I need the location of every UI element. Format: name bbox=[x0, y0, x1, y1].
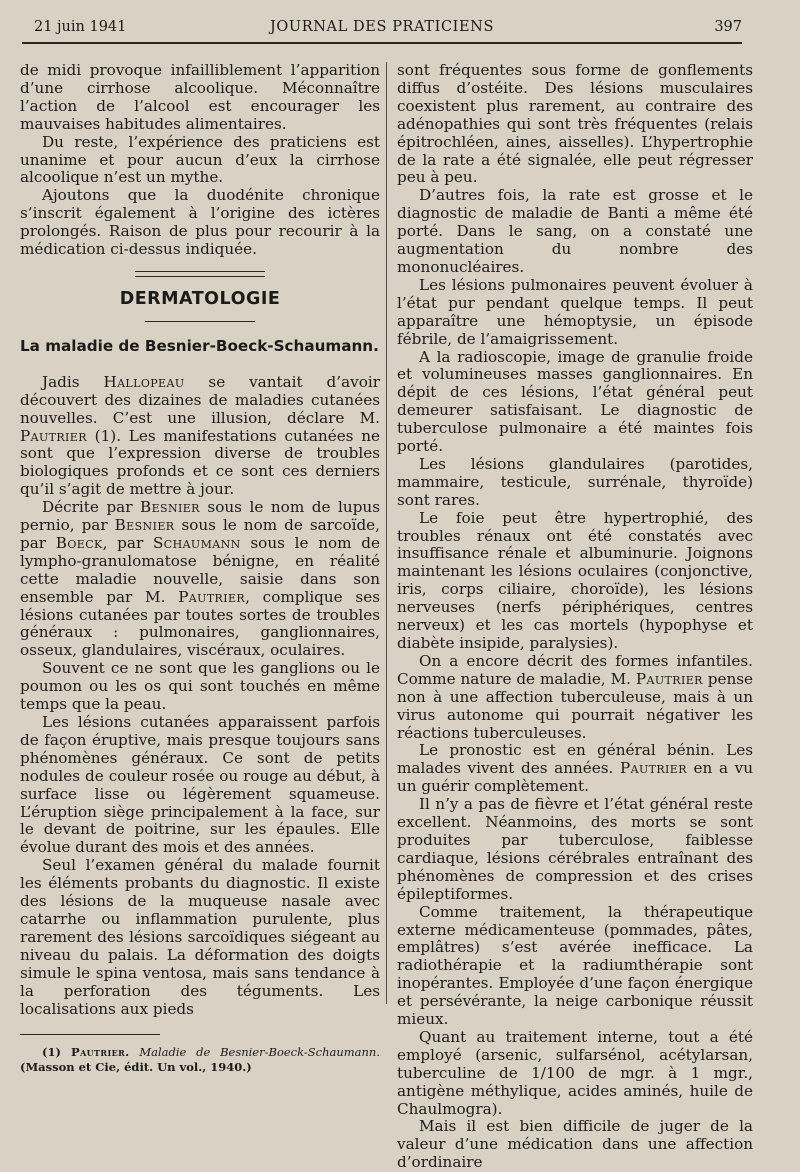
right-column bbox=[397, 62, 753, 1172]
article-title: La maladie de Besnier-Boeck-Schaumann. bbox=[20, 336, 379, 355]
header-page-number: 397 bbox=[714, 19, 742, 35]
text-run: Jadis bbox=[42, 372, 104, 391]
text-run: , par bbox=[102, 533, 153, 552]
paragraph: A la radioscopie, image de granulie froide et volumineuses masses ganglionnaires. En dépit de ces lésions, l’état général peut demeurer satisfaisant. Le diagnostic de tuberculose pulmonaire a été maintes fois porté. bbox=[397, 347, 753, 456]
footnote-rule bbox=[20, 1034, 160, 1035]
paragraph: Comme traitement, la thérapeutique externe médicamenteuse (pommades, pâtes, emplâtres) s’est avérée inefficace. La radiothérapie et la radiumthérapie sont inopérantes. Employée d’une façon énergique et persévérante, la neige carbonique réussit mieux. bbox=[397, 902, 753, 1029]
column-separator bbox=[386, 62, 387, 1004]
paragraph: de midi provoque infailliblement l’apparition d’une cirrhose alcoolique. Méconnaître l’action de l’alcool est encourager les mauvaises habitudes alimentaires. bbox=[20, 61, 380, 133]
paragraph: Seul l’examen général du malade fournit les éléments probants du diagnostic. Il existe des lésions de la muqueuse nasale avec catarrhe ou inflammation purulente, plus rarement des lésions sarcoïdiques siégeant au niveau du palais. La déformation des doigts simule le spina ventosa, mais sans tendance à la perforation des téguments. Les localisations aux pieds bbox=[20, 856, 380, 1018]
paragraph: Ajoutons que la duodénite chronique s’inscrit également à l’origine des ictères prolongés. Raison de plus pour recourir à la médication ci-dessus indiquée. bbox=[20, 186, 380, 259]
text-run: , complique ses lésions cutanées par toutes sortes de troubles généraux : pulmonaires, ganglionnaires, osseux, glandulaires, viscéraux, oculaires. bbox=[20, 587, 380, 660]
paragraph: Les lésions pulmonaires peuvent évoluer à l’état pur pendant quelque temps. Il peut apparaître une hémoptysie, un épisode fébrile, de l’amaigrissement. bbox=[397, 275, 753, 348]
text-run: se vantait d’avoir découvert des dizaines de maladies cutanées nouvelles. C’est une illusion, déclare M. bbox=[20, 372, 380, 427]
section-underline bbox=[145, 321, 255, 322]
author-name: Boeck bbox=[55, 533, 103, 552]
paragraph: Le foie peut être hypertrophié, des troubles rénaux ont été constatés avec insuffisance rénale et albuminurie. Joignons maintenant les lésions oculaires (conjonctive, iris, corps ciliaire, choroïde), les lésions nerveuses (nerfs périphériques, centres nerveux) et les cas mortels (hypophyse et diabète insipide, paralysies). bbox=[397, 508, 753, 652]
text-run: sous le nom de lympho-granulomatose bénigne, en réalité cette maladie nouvelle, saisie dans son ensemble par M. bbox=[20, 533, 380, 606]
paragraph: Les lésions glandulaires (parotides, mammaire, testicule, surrénale, thyroïde) sont rares. bbox=[397, 454, 753, 509]
paragraph: Souvent ce ne sont que les ganglions ou le poumon ou les os qui sont touchés en même temps que la peau. bbox=[20, 659, 380, 714]
header-date: 21 juin 1941 bbox=[34, 19, 127, 35]
footnote-number: (1) bbox=[42, 1045, 72, 1060]
paragraph: Du reste, l’expérience des praticiens est unanime et pour aucun d’eux la cirrhose alcoolique n’est un mythe. bbox=[20, 132, 380, 187]
header-journal-title: JOURNAL DES PRATICIENS bbox=[270, 19, 494, 35]
text-run: Décrite par bbox=[42, 498, 141, 517]
section-divider bbox=[135, 271, 265, 277]
footnote bbox=[20, 1045, 380, 1075]
paragraph bbox=[20, 499, 380, 660]
running-header bbox=[22, 16, 742, 38]
author-name: Hallopeau bbox=[103, 372, 185, 391]
text-run: (1). Les manifestations cutanées ne sont que l’expression diverse de troubles biologiques profonds et ce sont ces derniers qu’il s’agit de mettre à jour. bbox=[20, 426, 380, 499]
paragraph bbox=[397, 653, 753, 743]
left-column bbox=[20, 62, 380, 1075]
author-name: Pautrier bbox=[620, 759, 687, 778]
paragraph: Mais il est bien difficile de juger de la valeur d’une médication dans une affection d’ordinaire bbox=[397, 1117, 753, 1172]
paragraph: Les lésions cutanées apparaissent parfois de façon éruptive, mais presque toujours sans phénomènes généraux. Ce sont de petits nodules de couleur rosée ou rouge au début, à surface lisse ou légèrement squameuse. L’éruption siège principalement à la face, sur le devant de poitrine, sur les épaules. Elle évolue durant des mois et des années. bbox=[20, 713, 380, 857]
author-name: Pautrier bbox=[635, 669, 703, 688]
author-name: Besnier bbox=[114, 516, 175, 535]
paragraph bbox=[397, 742, 753, 796]
text-run: sous le nom de sarcoïde, par bbox=[20, 516, 380, 552]
author-name: Schaumann bbox=[152, 533, 241, 552]
paragraph: sont fréquentes sous forme de gonflements diffus d’ostéite. Des lésions musculaires coexistent plus rarement, au contraire des adénopathies qui sont très fréquentes (relais épitrochléen, aines, aisselles). L’hypertrophie de la rate a été signalée, elle peut régresser peu à peu. bbox=[397, 61, 753, 187]
text-run: Le pronostic est en général bénin. Les malades vivent des années. bbox=[397, 741, 753, 778]
author-name: Pautrier bbox=[178, 587, 246, 606]
author-name: Pautrier bbox=[20, 426, 87, 445]
text-run: On a encore décrit des formes infantiles. Comme nature de maladie, M. bbox=[397, 651, 753, 688]
footnote-book-title: Maladie de Besnier-Boeck-Schaumann. bbox=[129, 1045, 380, 1060]
header-rule bbox=[22, 42, 742, 44]
text-run: en a vu un guérir complètement. bbox=[397, 759, 753, 796]
article-body bbox=[20, 374, 380, 1019]
footnote-publisher: (Masson et Cie, édit. Un vol., 1940.) bbox=[20, 1060, 252, 1075]
section-title: DERMATOLOGIE bbox=[119, 288, 281, 309]
footnote-author: Pautrier. bbox=[71, 1045, 130, 1060]
paragraph: Il n’y a pas de fièvre et l’état général reste excellent. Néanmoins, des morts se sont produites par tuberculose, faiblesse cardiaque, lésions cérébrales entraînant des phénomènes de compression et des crises épileptiformes. bbox=[397, 795, 753, 903]
paragraph: D’autres fois, la rate est grosse et le diagnostic de maladie de Banti a même été porté. Dans le sang, on a constaté une augmentation du nombre des mononucléaires. bbox=[397, 186, 753, 276]
text-run: sous le nom de lupus pernio, par bbox=[20, 498, 380, 535]
paragraph: Quant au traitement interne, tout a été employé (arsenic, sulfarsénol, acétylarsan, tuberculine de 1/100 de mgr. à 1 mgr., antigène méthylique, acides aminés, huile de Chaulmogra). bbox=[397, 1027, 753, 1118]
paragraph bbox=[20, 374, 380, 499]
author-name: Besnier bbox=[140, 498, 200, 517]
text-run: pense non à une affection tuberculeuse, mais à un virus autonome qui pourrait négativer les réactions tuberculeuses. bbox=[397, 669, 754, 742]
